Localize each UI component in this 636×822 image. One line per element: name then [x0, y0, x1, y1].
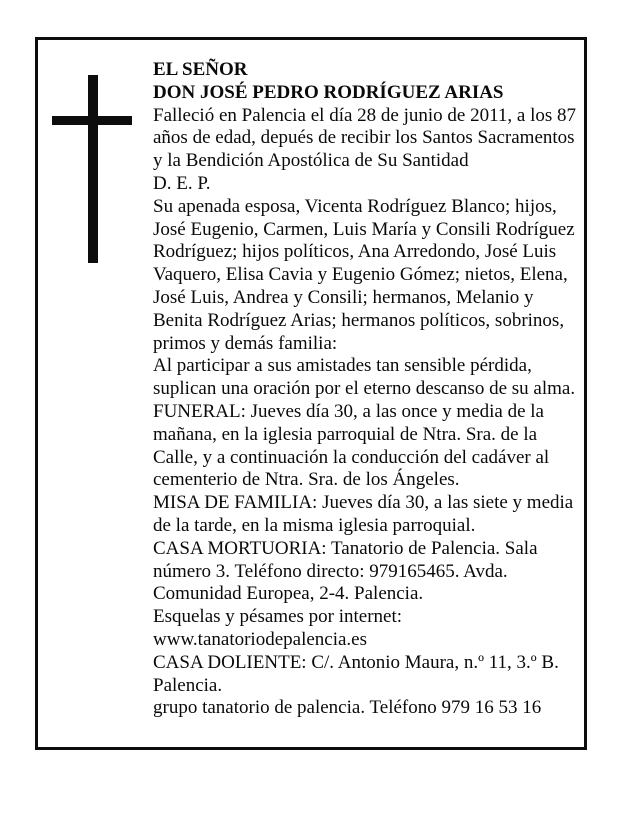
- text-line: FUNERAL: Jueves día 30, a las once y media de la: [153, 400, 544, 422]
- text-line: José Luis, Andrea y Consili; hermanos, Melanio y: [153, 286, 534, 308]
- text-line: número 3. Teléfono directo: 979165465. Avda.: [153, 560, 508, 582]
- latin-cross-icon: [52, 75, 134, 265]
- text-line: Esquelas y pésames por internet:: [153, 606, 403, 628]
- text-line: Calle, y a continuación la conducción del cadáver al: [153, 446, 550, 468]
- cross-horizontal-bar: [52, 116, 132, 125]
- cross-vertical-bar: [88, 75, 98, 263]
- death-notice: [153, 105, 585, 173]
- text-line: José Eugenio, Carmen, Luis María y Consili Rodríguez: [153, 218, 575, 240]
- text-line: MISA DE FAMILIA: Jueves día 30, a las siete y media: [153, 492, 574, 514]
- family-list: [153, 196, 585, 356]
- text-line: Comunidad Europea, 2-4. Palencia.: [153, 583, 424, 605]
- family-mass-info: [153, 492, 585, 538]
- footer-line: grupo tanatorio de palencia. Teléfono 979 16 53 16: [153, 697, 542, 719]
- text-line: mañana, en la iglesia parroquial de Ntra. Sra. de la: [153, 423, 538, 445]
- obituary-card: [35, 37, 587, 750]
- text-line: años de edad, depués de recibir los Santos Sacramentos: [153, 127, 575, 149]
- obituary-text: [153, 59, 585, 720]
- text-line: de la tarde, en la misma iglesia parroquial.: [153, 514, 476, 536]
- text-line: primos y demás familia:: [153, 332, 338, 354]
- mourning-house-info: [153, 652, 585, 698]
- text-line: Su apenada esposa, Vicenta Rodríguez Blanco; hijos,: [153, 195, 557, 217]
- text-line: Benita Rodríguez Arias; hermanos políticos, sobrinos,: [153, 309, 565, 331]
- deceased-name: DON JOSÉ PEDRO RODRÍGUEZ ARIAS: [153, 81, 504, 103]
- text-line: CASA DOLIENTE: C/. Antonio Maura, n.º 11, 3.º B.: [153, 651, 559, 673]
- text-line: Palencia.: [153, 674, 223, 696]
- online-condolences: [153, 606, 585, 652]
- text-line: www.tanatoriodepalencia.es: [153, 628, 368, 650]
- honorific: EL SEÑOR: [153, 59, 248, 80]
- rip-abbreviation: D. E. P.: [153, 172, 211, 194]
- text-line: suplican una oración por el eterno descanso de su alma.: [153, 378, 576, 400]
- text-line: Rodríguez; hijos políticos, Ana Arredondo, José Luis: [153, 241, 557, 263]
- text-line: CASA MORTUORIA: Tanatorio de Palencia. Sala: [153, 537, 538, 559]
- text-line: y la Bendición Apostólica de Su Santidad: [153, 150, 469, 172]
- mortuary-info: [153, 538, 585, 606]
- text-line: cementerio de Ntra. Sra. de los Ángeles.: [153, 469, 460, 491]
- text-line: Vaquero, Elisa Cavia y Eugenio Gómez; nietos, Elena,: [153, 264, 568, 286]
- condolence-request: [153, 355, 585, 401]
- funeral-info: [153, 401, 585, 492]
- text-line: Falleció en Palencia el día 28 de junio de 2011, a los 87: [153, 104, 576, 126]
- text-line: Al participar a sus amistades tan sensible pérdida,: [153, 355, 532, 377]
